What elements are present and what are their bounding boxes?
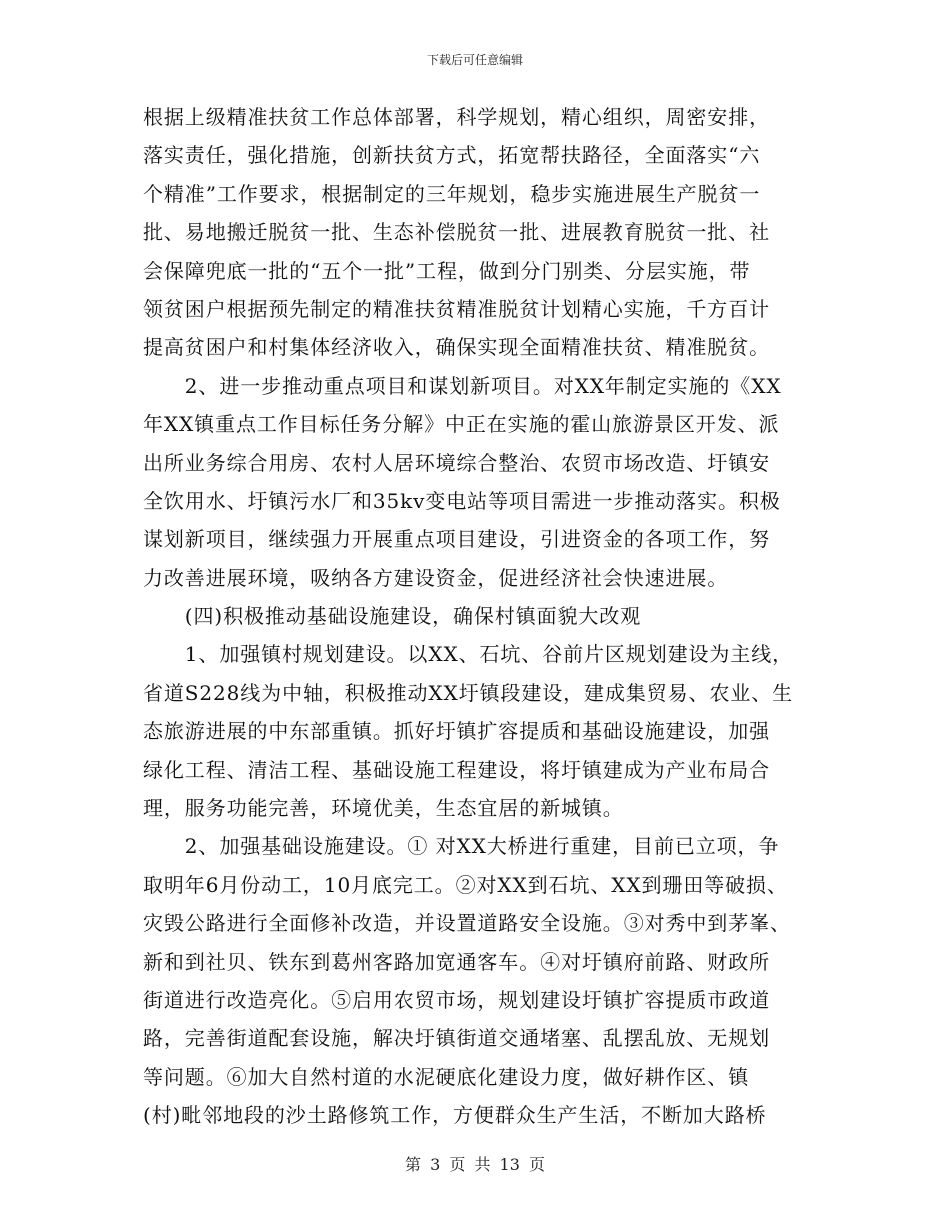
text-line: 灾毁公路进行全面修补改造，并设置道路安全设施。③对秀中到茅峯、 bbox=[143, 911, 791, 936]
text-line: 出所业务综合用房、农村人居环境综合整治、农贸市场改造、圩镇安 bbox=[143, 450, 770, 475]
text-line: 领贫困户根据预先制定的精准扶贫精准脱贫计划精心实施，千方百计 bbox=[143, 296, 770, 321]
text-line: 落实责任，强化措施，创新扶贫方式，拓宽帮扶路径，全面落实“六 bbox=[143, 143, 761, 168]
text-line: 绿化工程、清洁工程、基础设施工程建设，将圩镇建成为产业布局合 bbox=[143, 757, 770, 782]
text-line: (村)毗邻地段的沙土路修筑工作，方便群众生产生活，不断加大路桥 bbox=[143, 1103, 767, 1128]
text-line: 2、进一步推动重点项目和谋划新项目。对XX年制定实施的《XX bbox=[143, 373, 782, 398]
page-header: 下载后可任意编辑 bbox=[426, 53, 523, 67]
text-line: 谋划新项目，继续强力开展重点项目建设，引进资金的各项工作，努 bbox=[143, 527, 770, 552]
text-line: 提高贫困户和村集体经济收入，确保实现全面精准扶贫、精准脱贫。 bbox=[143, 335, 770, 360]
text-line: 批、易地搬迁脱贫一批、生态补偿脱贫一批、进展教育脱贫一批、社 bbox=[143, 220, 770, 245]
text-line: 路，完善街道配套设施，解决圩镇街道交通堵塞、乱摆乱放、无规划 bbox=[143, 1026, 770, 1051]
text-line: 个精准”工作要求，根据制定的三年规划，稳步实施进展生产脱贫一 bbox=[143, 181, 761, 206]
text-line: 会保障兜底一批的“五个一批”工程，做到分门别类、分层实施，带 bbox=[143, 258, 751, 283]
text-line: 取明年6月份动工，10月底完工。②对XX到石坑、XX到珊田等破损、 bbox=[143, 872, 788, 897]
text-line: 新和到社贝、铁东到葛州客路加宽通客车。④对圩镇府前路、财政所 bbox=[143, 949, 770, 974]
page-number-footer: 第 3 页 共 13 页 bbox=[405, 1155, 545, 1174]
text-line: 年XX镇重点工作目标任务分解》中正在实施的霍山旅游景区开发、派 bbox=[143, 412, 780, 437]
text-line: 1、加强镇村规划建设。以XX、石坑、谷前片区规划建设为主线， bbox=[143, 642, 794, 667]
text-line: 全饮用水、圩镇污水厂和35kv变电站等项目需进一步推动落实。积极 bbox=[143, 488, 781, 513]
text-line: 根据上级精准扶贫工作总体部署，科学规划，精心组织，周密安排， bbox=[143, 105, 770, 129]
text-line: 省道S228线为中轴，积极推动XX圩镇段建设，建成集贸易、农业、生 bbox=[143, 680, 794, 705]
document-body bbox=[143, 98, 823, 1135]
text-line: 街道进行改造亮化。⑤启用农贸市场，规划建设圩镇扩容提质市政道 bbox=[143, 987, 770, 1012]
text-line: 等问题。⑥加大自然村道的水泥硬底化建设力度，做好耕作区、镇 bbox=[143, 1064, 750, 1089]
text-line: 理，服务功能完善，环境优美，生态宜居的新城镇。 bbox=[143, 796, 624, 821]
section-heading: (四)积极推动基础设施建设，确保村镇面貌大改观 bbox=[143, 604, 642, 629]
text-line: 态旅游进展的中东部重镇。抓好圩镇扩容提质和基础设施建设，加强 bbox=[143, 719, 770, 744]
text-line: 2、加强基础设施建设。① 对XX大桥进行重建，目前已立项，争 bbox=[143, 834, 780, 859]
text-line: 力改善进展环境，吸纳各方建设资金，促进经济社会快速进展。 bbox=[143, 565, 729, 590]
